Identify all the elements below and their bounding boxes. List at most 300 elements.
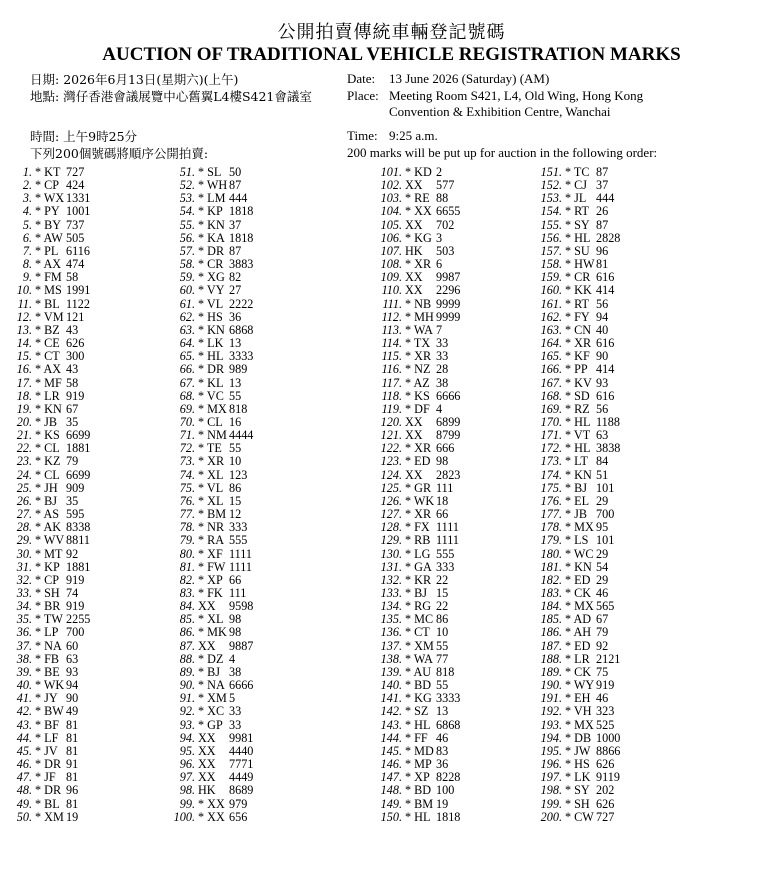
mark-number: 74 (66, 586, 79, 600)
mark-prefix: * HW (565, 257, 595, 272)
mark-index: 153. (540, 191, 562, 206)
mark-index: 171. (540, 428, 562, 443)
mark-prefix: * KK (565, 283, 592, 298)
mark-number: 7771 (229, 757, 254, 772)
mark-prefix: * KP (198, 204, 223, 219)
mark-number: 35 (66, 493, 79, 508)
list-item (370, 455, 540, 468)
mark-prefix: * RT (565, 296, 589, 311)
mark-index: 54. (179, 204, 195, 219)
list-item (163, 732, 333, 745)
en-time-row (347, 127, 767, 144)
list-item (530, 705, 700, 718)
mark-number: 66 (229, 572, 242, 587)
mark-number: 22 (436, 599, 449, 614)
list-item (0, 534, 170, 547)
marks-list (0, 166, 783, 836)
mark-prefix: * BL (35, 796, 60, 811)
mark-index: 86. (179, 625, 195, 640)
mark-index: 168. (540, 388, 562, 403)
mark-number: 98 (229, 612, 242, 627)
mark-number: 424 (66, 178, 85, 193)
list-item (530, 653, 700, 666)
mark-number: 88 (436, 191, 449, 206)
mark-prefix: * XP (198, 572, 223, 587)
mark-index: 74. (179, 467, 195, 482)
mark-prefix: * KN (198, 217, 225, 232)
title-chinese: 公開拍賣傳統車輛登記號碼 (277, 22, 506, 43)
mark-number: 90 (596, 349, 609, 364)
mark-index: 10. (16, 283, 32, 298)
mark-prefix: * KN (35, 401, 62, 416)
mark-index: 59. (179, 270, 195, 285)
mark-prefix: * LG (405, 546, 431, 561)
mark-number: 82 (229, 270, 242, 285)
marks-column-3 (370, 166, 540, 824)
mark-index: 69. (179, 401, 195, 416)
mark-index: 169. (540, 401, 562, 416)
mark-prefix: XX (198, 638, 216, 653)
marks-column-4 (530, 166, 700, 824)
list-item (0, 205, 170, 218)
mark-number: 979 (229, 796, 248, 811)
mark-index: 184. (540, 599, 562, 614)
title-english: AUCTION OF TRADITIONAL VEHICLE REGISTRATION MARKS (102, 44, 681, 65)
mark-index: 164. (540, 336, 562, 351)
mark-number: 2 (436, 165, 443, 179)
mark-number: 123 (229, 467, 248, 482)
mark-number: 49 (66, 704, 79, 719)
mark-number: 1331 (66, 191, 91, 206)
list-item (163, 377, 333, 390)
mark-number: 3883 (229, 257, 254, 272)
mark-number: 2823 (436, 467, 461, 482)
list-item (0, 719, 170, 732)
mark-number: 10 (229, 454, 242, 469)
mark-number: 63 (596, 428, 609, 443)
list-item (0, 784, 170, 797)
mark-prefix: * BJ (198, 664, 221, 679)
mark-number: 1188 (596, 414, 620, 429)
mark-index: 7. (22, 243, 32, 258)
mark-prefix: * XG (198, 270, 225, 285)
mark-index: 45. (16, 743, 32, 758)
mark-prefix: * AU (405, 664, 432, 679)
mark-number: 919 (66, 388, 85, 403)
list-item (370, 784, 540, 797)
mark-number: 700 (596, 507, 615, 522)
mark-index: 165. (540, 349, 562, 364)
list-item (0, 219, 170, 232)
mark-prefix: * KA (198, 230, 225, 245)
mark-index: 192. (540, 704, 562, 719)
mark-index: 57. (179, 243, 195, 258)
mark-index: 136. (380, 625, 402, 640)
list-item (163, 363, 333, 376)
mark-number: 15 (436, 586, 449, 600)
list-item (0, 469, 170, 482)
mark-index: 92. (179, 704, 195, 719)
mark-prefix: * MX (198, 401, 227, 416)
mark-prefix: * FB (35, 651, 60, 666)
mark-number: 98 (436, 454, 449, 469)
mark-index: 80. (179, 546, 195, 561)
mark-index: 144. (380, 730, 402, 745)
list-item (370, 640, 540, 653)
list-item (163, 548, 333, 561)
mark-prefix: * AX (35, 257, 62, 272)
list-item (163, 561, 333, 574)
mark-prefix: * DZ (198, 651, 224, 666)
mark-number: 595 (66, 507, 85, 522)
mark-index: 189. (540, 664, 562, 679)
mark-index: 172. (540, 441, 562, 456)
mark-number: 29 (596, 493, 609, 508)
mark-index: 72. (179, 441, 195, 456)
mark-number: 95 (596, 520, 609, 535)
mark-index: 113. (381, 322, 402, 337)
list-item (0, 455, 170, 468)
mark-number: 3838 (596, 441, 621, 456)
list-item (370, 561, 540, 574)
mark-index: 62. (179, 309, 195, 324)
mark-prefix: * MX (565, 599, 594, 614)
mark-prefix: * DR (198, 362, 225, 377)
mark-index: 107. (380, 243, 402, 258)
list-item (370, 469, 540, 482)
mark-index: 87. (179, 638, 195, 653)
mark-index: 139. (380, 664, 402, 679)
list-item (370, 811, 540, 824)
mark-index: 116. (381, 362, 402, 377)
mark-number: 18 (436, 493, 449, 508)
mark-index: 46. (16, 757, 32, 772)
mark-prefix: XX (198, 599, 216, 614)
mark-index: 186. (540, 625, 562, 640)
list-item (163, 284, 333, 297)
mark-index: 129. (380, 533, 402, 548)
mark-number: 87 (229, 178, 242, 193)
mark-index: 181. (540, 559, 562, 574)
list-item (370, 534, 540, 547)
mark-number: 67 (66, 401, 79, 416)
list-item (163, 311, 333, 324)
mark-number: 626 (596, 796, 615, 811)
mark-prefix: * LT (565, 454, 588, 469)
list-item (370, 719, 540, 732)
mark-index: 83. (179, 586, 195, 600)
mark-number: 46 (596, 586, 609, 600)
mark-prefix: * WC (565, 546, 594, 561)
mark-index: 196. (540, 757, 562, 772)
mark-prefix: * SD (565, 388, 590, 403)
mark-number: 86 (229, 480, 242, 495)
mark-number: 4440 (229, 743, 254, 758)
mark-prefix: * LR (35, 388, 60, 403)
mark-index: 35. (16, 612, 32, 627)
list-item (0, 390, 170, 403)
mark-index: 174. (540, 467, 562, 482)
mark-number: 87 (596, 217, 609, 232)
mark-prefix: * VL (198, 296, 224, 311)
mark-index: 126. (380, 493, 402, 508)
mark-index: 63. (179, 322, 195, 337)
mark-number: 8811 (66, 533, 90, 548)
list-item (0, 403, 170, 416)
mark-prefix: * BR (35, 599, 61, 614)
mark-number: 555 (229, 533, 248, 548)
mark-index: 106. (380, 230, 402, 245)
mark-index: 3. (22, 191, 32, 206)
en-place-label: Place: (347, 88, 379, 103)
mark-number: 58 (66, 375, 79, 390)
mark-prefix: * PY (35, 204, 60, 219)
mark-index: 176. (540, 493, 562, 508)
mark-number: 2828 (596, 230, 621, 245)
mark-number: 9987 (436, 270, 461, 285)
list-item (0, 626, 170, 639)
mark-number: 818 (229, 401, 248, 416)
mark-number: 300 (66, 349, 85, 364)
mark-index: 22. (16, 441, 32, 456)
list-item (530, 390, 700, 403)
mark-prefix: * WA (405, 651, 433, 666)
mark-prefix: XX (405, 283, 423, 298)
mark-number: 3 (436, 230, 443, 245)
mark-number: 111 (436, 480, 454, 495)
mark-prefix: * JB (565, 507, 588, 522)
mark-prefix: * XX (198, 809, 225, 824)
mark-index: 75. (179, 480, 195, 495)
mark-prefix: XX (405, 414, 423, 429)
mark-prefix: * WH (198, 178, 228, 193)
mark-prefix: * KF (565, 349, 590, 364)
mark-index: 155. (540, 217, 562, 232)
list-item (530, 732, 700, 745)
mark-index: 64. (179, 336, 195, 351)
mark-index: 26. (16, 493, 32, 508)
mark-prefix: * HS (198, 309, 223, 324)
mark-index: 137. (380, 638, 402, 653)
mark-prefix: * WV (35, 533, 65, 548)
mark-prefix: * BW (35, 704, 64, 719)
mark-number: 4 (229, 651, 236, 666)
mark-prefix: * XC (198, 704, 225, 719)
list-item (0, 640, 170, 653)
list-item (370, 403, 540, 416)
zh-date-label: 日期: (30, 72, 60, 87)
mark-number: 2255 (66, 612, 91, 627)
mark-number: 414 (596, 362, 615, 377)
mark-number: 58 (66, 270, 79, 285)
list-item (530, 811, 700, 824)
mark-number: 9999 (436, 296, 461, 311)
mark-prefix: * CN (565, 322, 592, 337)
mark-prefix: * NR (198, 520, 225, 535)
marks-column-1 (0, 166, 170, 824)
mark-number: 1122 (66, 296, 90, 311)
mark-index: 122. (380, 441, 402, 456)
mark-index: 114. (381, 336, 402, 351)
mark-number: 727 (596, 809, 615, 824)
mark-number: 555 (436, 546, 455, 561)
mark-number: 525 (596, 717, 615, 732)
mark-prefix: * MT (35, 546, 63, 561)
marks-column-2 (163, 166, 333, 824)
mark-index: 79. (179, 533, 195, 548)
mark-number: 444 (596, 191, 615, 206)
mark-prefix: * SH (565, 796, 590, 811)
mark-number: 13 (229, 375, 242, 390)
mark-prefix: * CK (565, 586, 592, 600)
mark-index: 193. (540, 717, 562, 732)
mark-number: 28 (436, 362, 449, 377)
mark-index: 101. (380, 165, 402, 179)
mark-prefix: * FW (198, 559, 226, 574)
mark-prefix: * XP (405, 770, 430, 785)
mark-number: 63 (66, 651, 79, 666)
mark-index: 99. (179, 796, 195, 811)
mark-prefix: * FK (198, 586, 223, 600)
mark-index: 179. (540, 533, 562, 548)
mark-number: 22 (436, 572, 449, 587)
mark-prefix: * RG (405, 599, 432, 614)
mark-index: 191. (540, 691, 562, 706)
mark-prefix: * VT (565, 428, 591, 443)
mark-prefix: * MF (35, 375, 62, 390)
mark-prefix: * SY (565, 783, 590, 798)
mark-number: 1881 (66, 441, 91, 456)
mark-index: 85. (179, 612, 195, 627)
mark-index: 23. (16, 454, 32, 469)
mark-index: 178. (540, 520, 562, 535)
mark-number: 55 (229, 388, 242, 403)
list-item (163, 298, 333, 311)
list-item (370, 705, 540, 718)
mark-index: 175. (540, 480, 562, 495)
mark-number: 474 (66, 257, 85, 272)
list-item (0, 377, 170, 390)
mark-prefix: * CL (35, 467, 60, 482)
mark-number: 96 (66, 783, 79, 798)
mark-index: 91. (179, 691, 195, 706)
zh-place-label: 地點: (30, 89, 60, 104)
mark-index: 133. (380, 586, 402, 600)
list-item (530, 311, 700, 324)
list-item (0, 653, 170, 666)
mark-index: 90. (179, 678, 195, 693)
mark-index: 110. (381, 283, 402, 298)
mark-prefix: * SY (565, 217, 590, 232)
mark-prefix: * HL (565, 414, 591, 429)
mark-index: 108. (380, 257, 402, 272)
list-item (370, 390, 540, 403)
mark-index: 18. (16, 388, 32, 403)
mark-index: 60. (179, 283, 195, 298)
mark-prefix: * NA (198, 678, 225, 693)
list-item (370, 798, 540, 811)
mark-number: 414 (596, 283, 615, 298)
mark-index: 93. (179, 717, 195, 732)
mark-number: 91 (66, 757, 79, 772)
mark-prefix: * WA (405, 322, 433, 337)
mark-number: 909 (66, 480, 85, 495)
mark-index: 52. (179, 178, 195, 193)
mark-number: 6868 (436, 717, 461, 732)
mark-prefix: * VC (198, 388, 224, 403)
mark-number: 96 (596, 243, 609, 258)
mark-prefix: * BM (405, 796, 434, 811)
mark-number: 77 (436, 651, 449, 666)
mark-index: 180. (540, 546, 562, 561)
mark-prefix: * BM (198, 507, 227, 522)
mark-prefix: * FY (565, 309, 590, 324)
list-item (0, 705, 170, 718)
mark-prefix: XX (405, 467, 423, 482)
mark-index: 67. (179, 375, 195, 390)
mark-prefix: XX (405, 428, 423, 443)
mark-index: 198. (540, 783, 562, 798)
mark-number: 1111 (229, 559, 253, 574)
mark-index: 161. (540, 296, 562, 311)
mark-number: 1111 (436, 520, 460, 535)
mark-prefix: * SL (198, 165, 222, 179)
mark-prefix: * BF (35, 717, 60, 732)
mark-prefix: * JL (565, 191, 587, 206)
mark-index: 163. (540, 322, 562, 337)
list-item (530, 548, 700, 561)
mark-number: 33 (229, 704, 242, 719)
mark-number: 19 (66, 809, 79, 824)
en-place-value-1: Meeting Room S421, L4, Old Wing, Hong Kong (389, 88, 644, 103)
mark-prefix: * DB (565, 730, 592, 745)
mark-prefix: XX (198, 770, 216, 785)
mark-index: 105. (380, 217, 402, 232)
mark-index: 21. (16, 428, 32, 443)
mark-number: 13 (229, 336, 242, 351)
mark-number: 37 (229, 217, 242, 232)
mark-number: 46 (596, 691, 609, 706)
mark-prefix: * KV (565, 375, 592, 390)
mark-index: 146. (380, 757, 402, 772)
mark-index: 188. (540, 651, 562, 666)
list-item (530, 377, 700, 390)
mark-prefix: * XM (35, 809, 64, 824)
mark-index: 50. (16, 809, 32, 824)
mark-number: 333 (436, 559, 455, 574)
mark-prefix: * AZ (405, 375, 430, 390)
mark-index: 142. (380, 704, 402, 719)
mark-index: 128. (380, 520, 402, 535)
mark-number: 79 (66, 454, 79, 469)
mark-index: 125. (380, 480, 402, 495)
mark-prefix: * JH (35, 480, 58, 495)
mark-prefix: * RB (405, 533, 431, 548)
mark-index: 131. (380, 559, 402, 574)
mark-index: 173. (540, 454, 562, 469)
mark-number: 60 (66, 638, 79, 653)
mark-prefix: * XR (405, 507, 432, 522)
zh-date-value: 2026年6月13日(星期六)(上午) (63, 72, 239, 87)
mark-index: 76. (179, 493, 195, 508)
mark-number: 6868 (229, 322, 254, 337)
mark-number: 46 (436, 730, 449, 745)
list-item (163, 232, 333, 245)
mark-prefix: * GA (405, 559, 432, 574)
mark-prefix: * LS (565, 533, 589, 548)
mark-number: 101 (596, 480, 615, 495)
mark-index: 56. (179, 230, 195, 245)
